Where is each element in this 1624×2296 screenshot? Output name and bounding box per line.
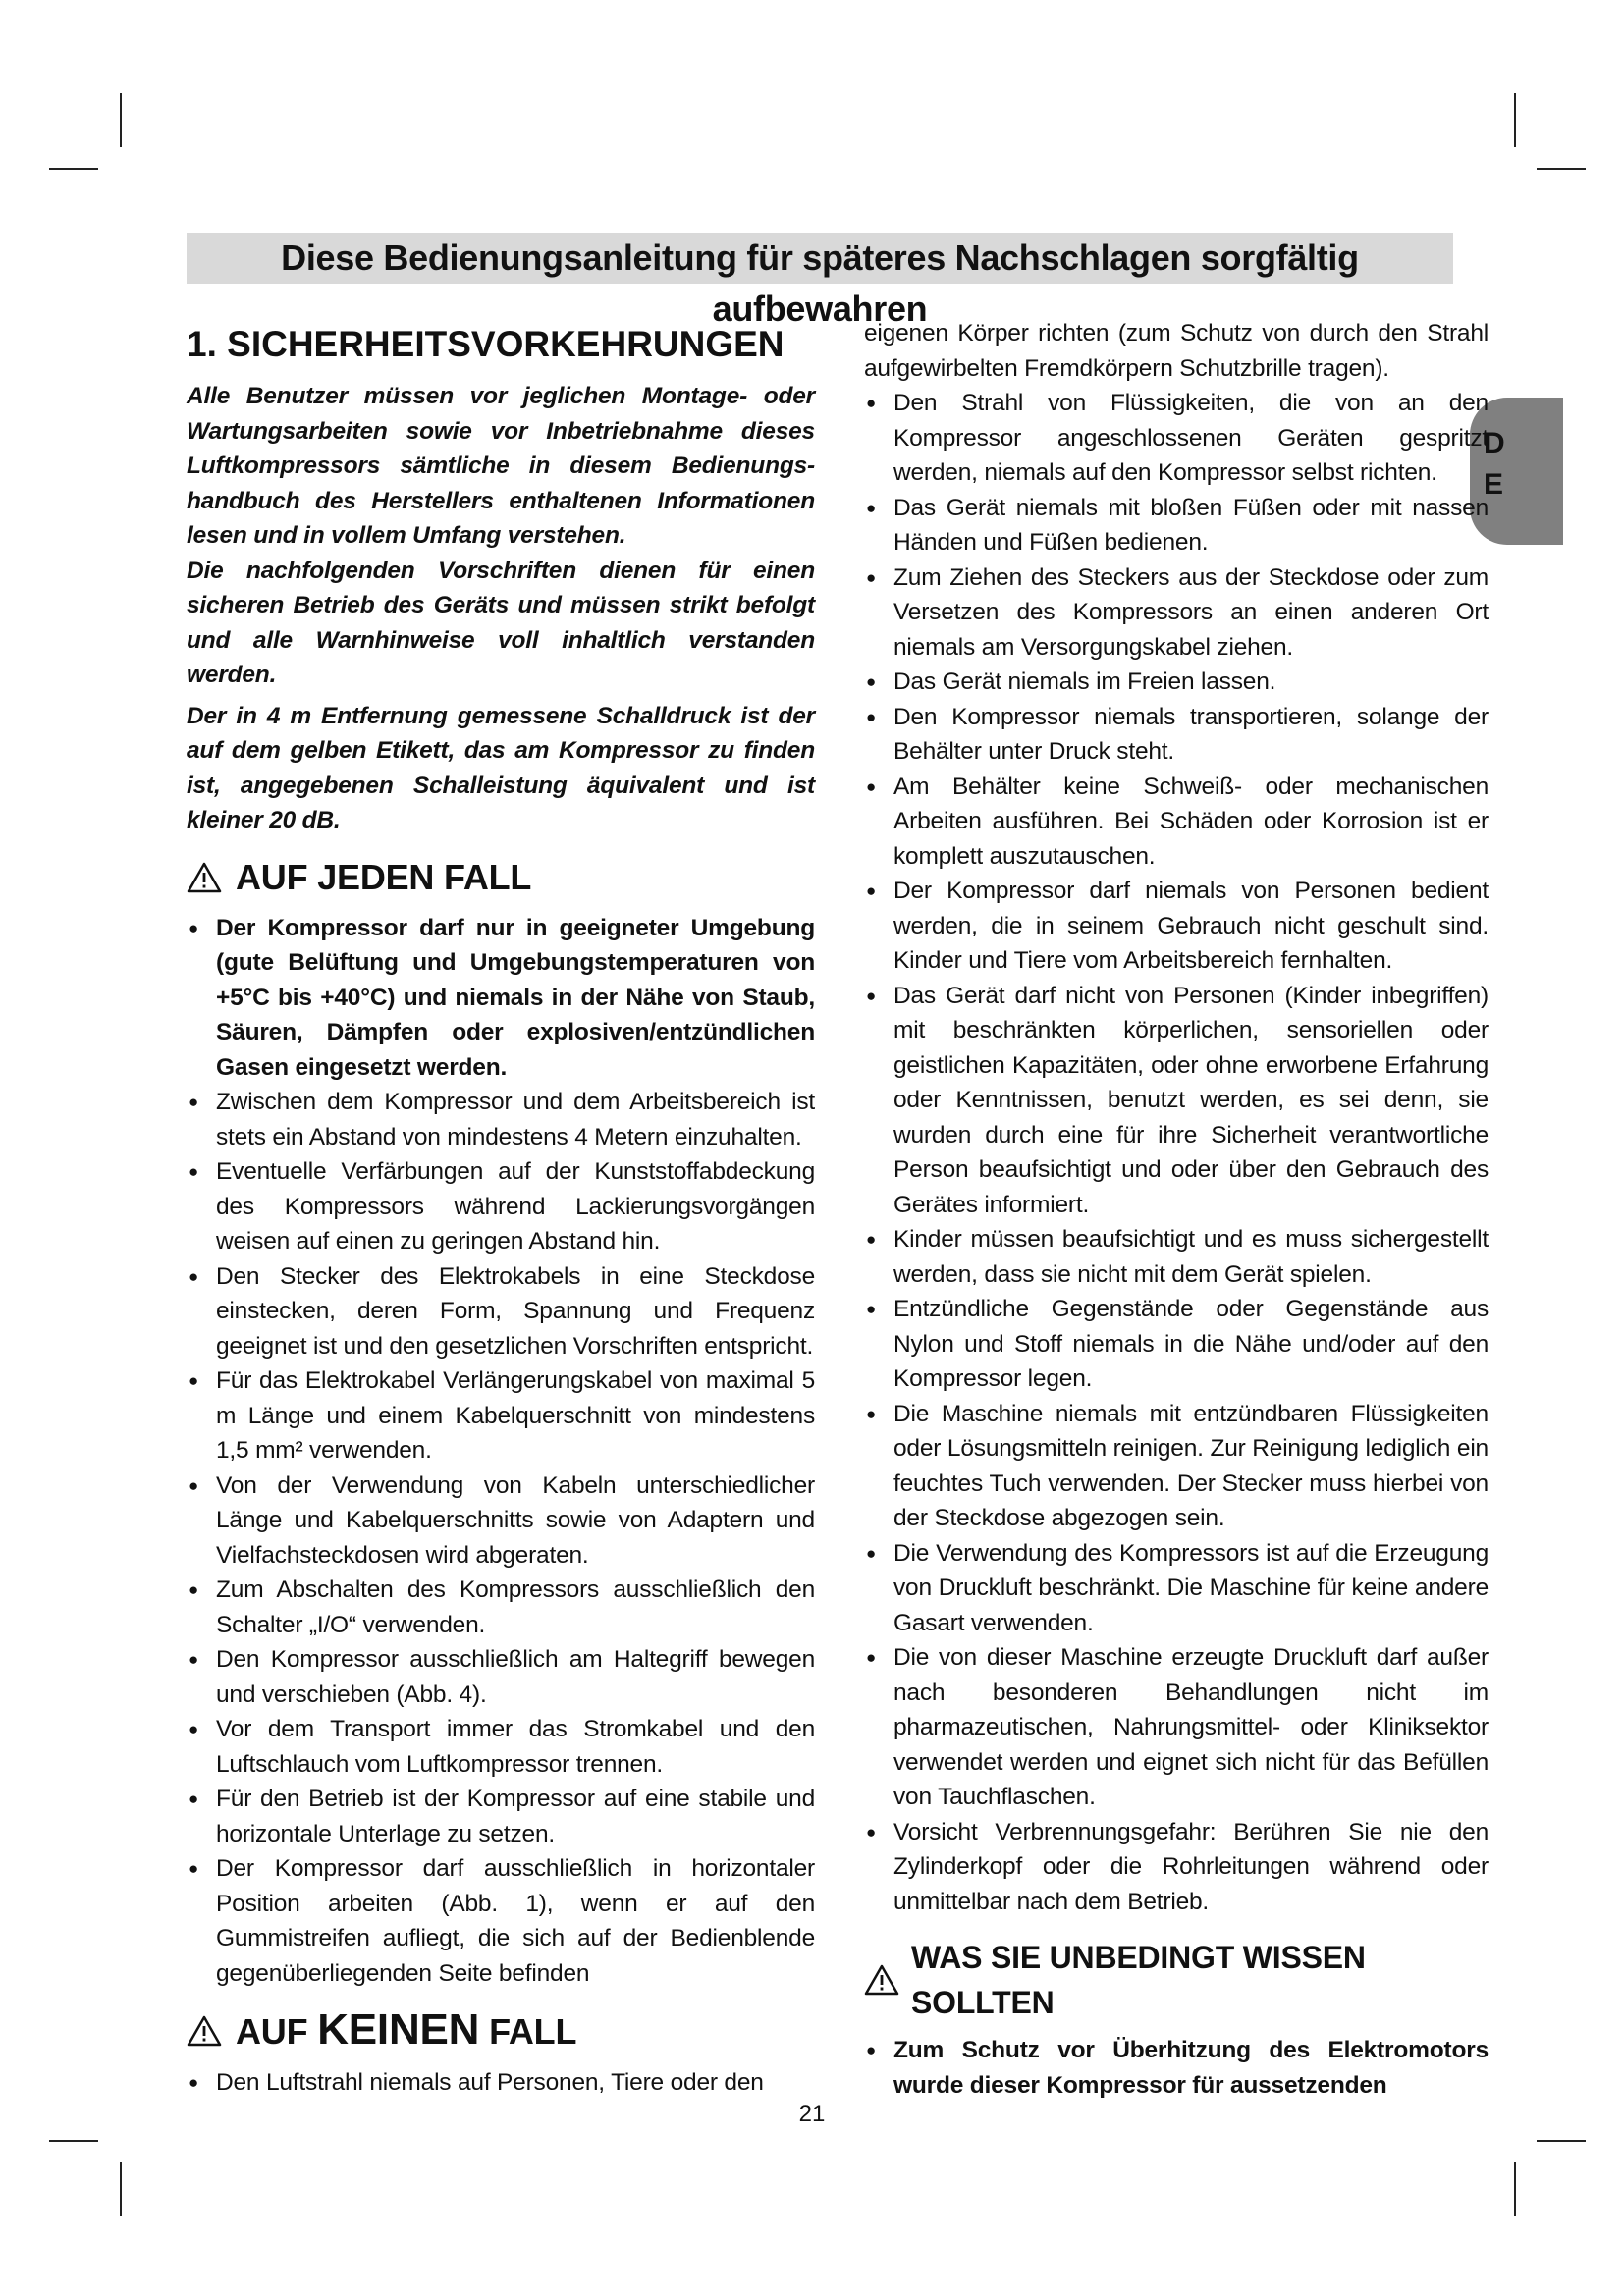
list-item: ● Zwischen dem Kompressor und dem Arbeitsbereich ist stets ein Abstand von mindestens 4 Metern einzuhalten.: [187, 1085, 815, 1154]
list-item: ● Den Kompressor niemals transportieren, solange der Behälter unter Druck steht.: [864, 700, 1489, 770]
crop-mark-top-left-v: [120, 93, 122, 147]
must-know-list: [864, 2033, 1489, 2103]
intro-paragraph-2: Die nachfolgenden Vorschriften dienen für einen sicheren Betrieb des Geräts und müssen strikt befolgt und alle Warnhinweise voll inhaltlich verstanden werden.: [187, 557, 815, 688]
language-tab-line1: D: [1484, 427, 1505, 459]
list-item: ● Der Kompressor darf ausschließlich in horizontaler Position arbeiten (Abb. 1), wenn er auf den Gummistreifen aufliegt, die sich auf der Bedienblende gegenüberliegenden Seite befinden: [187, 1851, 815, 1991]
left-column: [187, 316, 815, 2101]
intro-paragraph-1: Alle Benutzer müssen vor jeglichen Montage- oder Wartungsarbeiten sowie vor Inbetriebnahme dieses Luftkompressors sämtliche in diesem Bedienungs-handbuch des Herstellers enthaltenen Informationen lesen und in vollem Umfang verstehen.: [187, 383, 815, 549]
list-item: ● Den Strahl von Flüssigkeiten, die von an den Kompressor angeschlossenen Geräten gespritzt werden, niemals auf den Kompressor selbst richten.: [864, 386, 1489, 491]
crop-mark-bottom-right-v: [1514, 2162, 1516, 2216]
list-item: ● Zum Abschalten des Kompressors ausschließlich den Schalter „I/O“ verwenden.: [187, 1573, 815, 1642]
list-item: ● Die Maschine niemals mit entzündbaren Flüssigkeiten oder Lösungsmitteln reinigen. Zur Reinigung lediglich ein feuchtes Tuch verwenden. Der Stecker muss hierbei von der Steckdose abgezogen sein.: [864, 1397, 1489, 1536]
list-item: ● Den Stecker des Elektrokabels in eine Steckdose einstecken, deren Form, Spannung und Frequenz geeignet ist und den gesetzlichen Vorschriften entspricht.: [187, 1259, 815, 1364]
never-list-left: [187, 2065, 815, 2101]
must-know-heading: [864, 1935, 1489, 2025]
list-item: ● Am Behälter keine Schweiß- oder mechanischen Arbeiten ausführen. Bei Schäden oder Korrosion ist er komplett auszutauschen.: [864, 770, 1489, 875]
always-heading-text: AUF JEDEN FALL: [236, 856, 532, 897]
never-heading-suffix: FALL: [489, 2011, 577, 2052]
never-continuation: eigenen Körper richten (zum Schutz von durch den Strahl aufgewirbelten Fremdkörpern Schutzbrille tragen).: [864, 320, 1489, 382]
list-item: ● Der Kompressor darf nur in geeigneter Umgebung (gute Belüftung und Umgebungstemperaturen von +5°C bis +40°C) und niemals in der Nähe von Staub, Säuren, Dämpfen oder explosiven/entzündlichen Gasen eingesetzt werden.: [187, 911, 815, 1086]
never-list-right: [864, 386, 1489, 1919]
must-know-heading-text: WAS SIE UNBEDINGT WISSEN SOLLTEN: [911, 1940, 1366, 2020]
list-item: ● Den Kompressor ausschließlich am Haltegriff bewegen und verschieben (Abb. 4).: [187, 1642, 815, 1712]
crop-mark-bottom-left-v: [120, 2162, 122, 2216]
list-item: ● Eventuelle Verfärbungen auf der Kunststoffabdeckung des Kompressors während Lackierungsvorgängen weisen auf einen zu geringen Abstand hin.: [187, 1154, 815, 1259]
crop-mark-top-right-v: [1514, 93, 1516, 147]
always-heading: [187, 854, 815, 901]
warning-triangle-icon: [187, 2015, 222, 2047]
intro-paragraph-3: Der in 4 m Entfernung gemessene Schalldruck ist der auf dem gelben Etikett, das am Kompressor zu finden ist, angegebenen Schalleistung äquivalent und ist kleiner 20 dB.: [187, 702, 815, 833]
list-item: ● Das Gerät niemals im Freien lassen.: [864, 665, 1489, 700]
list-item: ● Kinder müssen beaufsichtigt und es muss sichergestellt werden, dass sie nicht mit dem Gerät spielen.: [864, 1222, 1489, 1292]
page-banner: Diese Bedienungsanleitung für späteres Nachschlagen sorgfältig aufbewahren: [187, 233, 1453, 284]
page-number: 21: [798, 2101, 826, 2127]
warning-triangle-icon: [187, 862, 222, 893]
always-list: [187, 911, 815, 1992]
right-column: [864, 316, 1489, 2103]
crop-mark-top-left-h: [49, 168, 98, 170]
never-heading-prefix: AUF: [236, 2011, 308, 2052]
crop-mark-bottom-right-h: [1537, 2140, 1586, 2142]
list-item: ● Die von dieser Maschine erzeugte Druckluft darf außer nach besonderen Behandlungen nicht im pharmazeutischen, Nahrungsmittel- oder Kliniksektor verwendet werden und eignet sich nicht für das Befüllen von Tauchflaschen.: [864, 1640, 1489, 1815]
list-item: ● Der Kompressor darf niemals von Personen bedient werden, die in seinem Gebrauch nicht geschult sind. Kinder und Tiere vom Arbeitsbereich fernhalten.: [864, 874, 1489, 979]
list-item: ● Entzündliche Gegenstände oder Gegenstände aus Nylon und Stoff niemals in die Nähe und/oder auf den Kompressor legen.: [864, 1292, 1489, 1397]
section-title: 1. SICHERHEITSVORKEHRUNGEN: [187, 324, 785, 364]
crop-mark-bottom-left-h: [49, 2140, 98, 2142]
list-item: ● Das Gerät darf nicht von Personen (Kinder inbegriffen) mit beschränkten körperlichen, sensoriellen oder geistlichen Kapazitäten, oder ohne erworbene Erfahrung oder Kenntnissen, benutzt werden, es sei denn, sie wurden durch eine für ihre Sicherheit verantwortliche Person beaufsichtigt und oder über den Gebrauch des Gerätes informiert.: [864, 979, 1489, 1223]
never-heading-big: KEINEN: [317, 2005, 480, 2054]
list-item: ● Für den Betrieb ist der Kompressor auf eine stabile und horizontale Unterlage zu setzen.: [187, 1782, 815, 1851]
list-item: ● Für das Elektrokabel Verlängerungskabel von maximal 5 m Länge und einem Kabelquerschnitt von mindestens 1,5 mm² verwenden.: [187, 1363, 815, 1468]
crop-mark-top-right-h: [1537, 168, 1586, 170]
list-item: ● Den Luftstrahl niemals auf Personen, Tiere oder den: [187, 2065, 815, 2101]
warning-triangle-icon: [864, 1964, 899, 1996]
list-item: ● Von der Verwendung von Kabeln unterschiedlicher Länge und Kabelquerschnitts sowie von Adaptern und Vielfachsteckdosen wird abgeraten.: [187, 1468, 815, 1574]
list-item: ● Vor dem Transport immer das Stromkabel und den Luftschlauch vom Luftkompressor trennen.: [187, 1712, 815, 1782]
list-item: ● Vorsicht Verbrennungsgefahr: Berühren Sie nie den Zylinderkopf oder die Rohrleitungen während oder unmittelbar nach dem Betrieb.: [864, 1815, 1489, 1920]
language-tab-line2: E: [1484, 468, 1504, 501]
never-heading: [187, 2006, 815, 2056]
list-item: ● Zum Ziehen des Steckers aus der Steckdose oder zum Versetzen des Kompressors an einen anderen Ort niemals am Versorgungskabel ziehen.: [864, 561, 1489, 666]
list-item: ● Die Verwendung des Kompressors ist auf die Erzeugung von Druckluft beschränkt. Die Maschine für keine andere Gasart verwenden.: [864, 1536, 1489, 1641]
list-item: ● Das Gerät niemals mit bloßen Füßen oder mit nassen Händen und Füßen bedienen.: [864, 491, 1489, 561]
list-item: ● Zum Schutz vor Überhitzung des Elektromotors wurde dieser Kompressor für aussetzenden: [864, 2033, 1489, 2103]
